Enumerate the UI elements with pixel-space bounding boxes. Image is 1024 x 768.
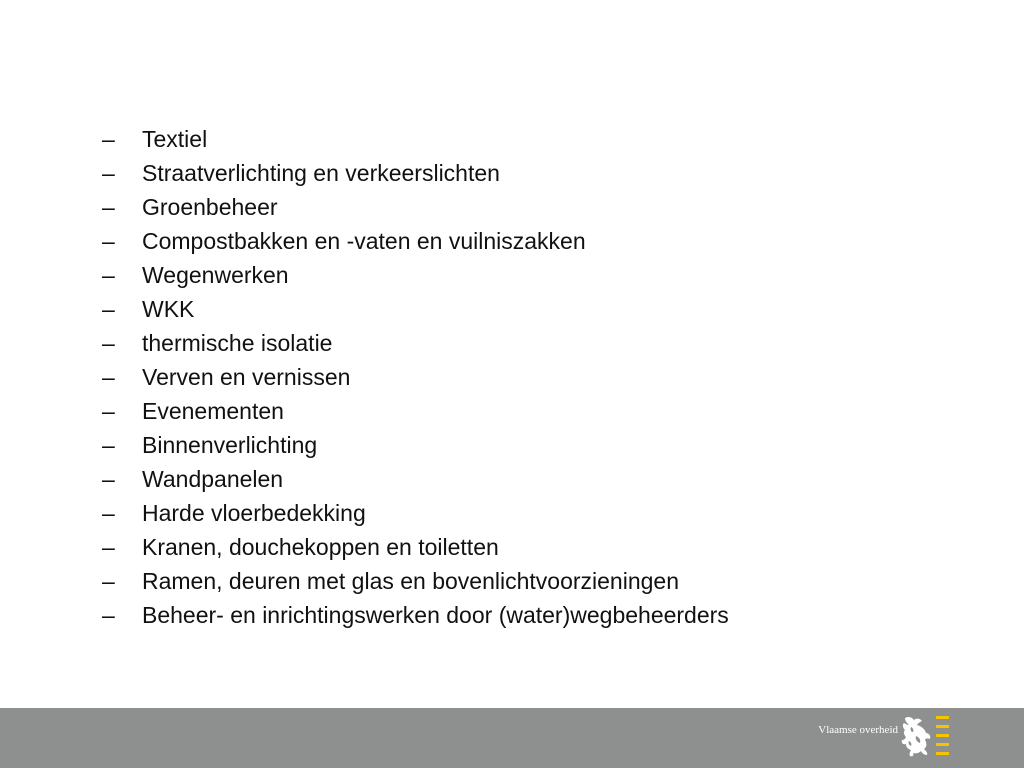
bullet-dash: – [102, 568, 115, 594]
bullet-dash: – [102, 296, 115, 322]
list-item-text: Ramen, deuren met glas en bovenlichtvoorzieningen [142, 568, 679, 594]
list-item [102, 126, 729, 160]
bullet-dash: – [102, 126, 115, 152]
bullet-dash: – [102, 228, 115, 254]
list-item-text: Beheer- en inrichtingswerken door (water)wegbeheerders [142, 602, 729, 628]
bullet-dash: – [102, 500, 115, 526]
footer-bar [0, 708, 1024, 768]
list-item-text: Verven en vernissen [142, 364, 351, 390]
list-item [102, 602, 729, 636]
flemish-logo-stripes-icon [936, 716, 949, 756]
list-item [102, 194, 729, 228]
bullet-dash: – [102, 466, 115, 492]
list-item-text: Wandpanelen [142, 466, 284, 492]
bullet-dash: – [102, 364, 115, 390]
list-item-text: Harde vloerbedekking [142, 500, 366, 526]
list-item [102, 500, 729, 534]
bullet-dash: – [102, 602, 115, 628]
list-item [102, 398, 729, 432]
bullet-dash: – [102, 534, 115, 560]
list-item [102, 466, 729, 500]
list-item-text: Binnenverlichting [142, 432, 318, 458]
list-item [102, 568, 729, 602]
list-item [102, 262, 729, 296]
list-item-text: Groenbeheer [142, 194, 278, 220]
list-item-text: Wegenwerken [142, 262, 289, 288]
list-item [102, 228, 729, 262]
list-item [102, 432, 729, 466]
bullet-dash: – [102, 160, 115, 186]
list-item-text: Kranen, douchekoppen en toiletten [142, 534, 499, 560]
list-item-text: Textiel [142, 126, 208, 152]
list-item [102, 364, 729, 398]
bullet-dash: – [102, 194, 115, 220]
bullet-dash: – [102, 398, 115, 424]
list-item-text: WKK [142, 296, 195, 322]
list-item-text: Compostbakken en -vaten en vuilniszakken [142, 228, 586, 254]
list-item-text: Straatverlichting en verkeerslichten [142, 160, 500, 186]
list-item [102, 330, 729, 364]
list-item [102, 160, 729, 194]
bullet-dash: – [102, 330, 115, 356]
list-item [102, 296, 729, 330]
brand-name: Vlaamse overheid [818, 724, 898, 736]
bullet-dash: – [102, 432, 115, 458]
list-item-text: thermische isolatie [142, 330, 333, 356]
list-item [102, 534, 729, 568]
bullet-list [102, 126, 729, 636]
flemish-lion-logo-icon [899, 714, 933, 758]
list-item-text: Evenementen [142, 398, 284, 424]
bullet-dash: – [102, 262, 115, 288]
